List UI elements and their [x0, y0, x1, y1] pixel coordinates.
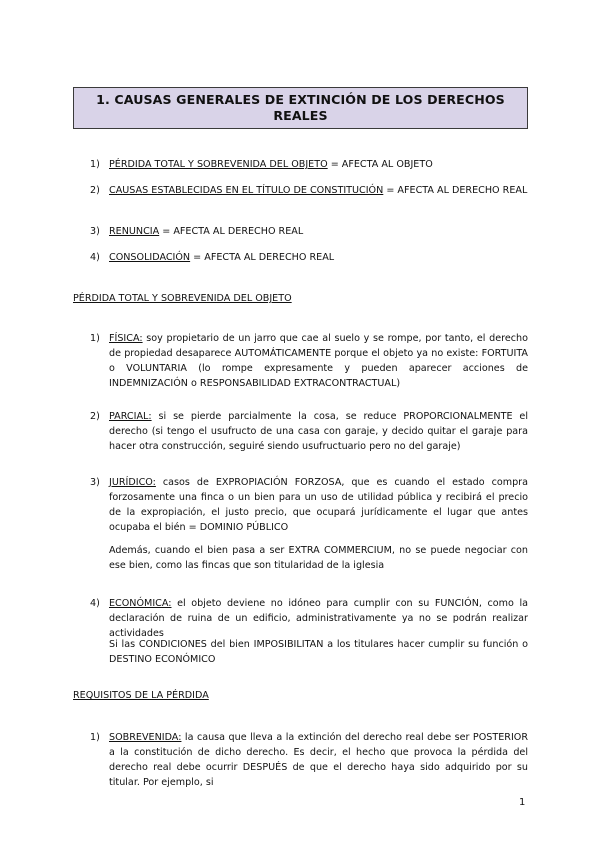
item-term: JURÍDICO: — [109, 477, 156, 488]
document-page: 1. CAUSAS GENERALES DE EXTINCIÓN DE LOS DERECHOS REALES 1) PÉRDIDA TOTAL Y SOBREVENIDA DEL OBJETO = AFECTA AL OBJETO 2) CAUSAS ESTABLECIDAS EN EL TÍTULO DE CONSTITUCIÓN = AFECTA AL DERECHO REAL 3) RENUNCIA = AFECTA AL DERECHO REAL 4) CONSOLIDACIÓN = AFECTA AL DERECHO REAL PÉRDIDA TOTAL Y SOBREVENIDA DEL OBJETO 1) FÍSICA: soy propietario de un jarro que cae al suelo y se rompe, por tanto, el derecho de propiedad desaparece AUTOMÁTICAMENTE porque el objeto ya no existe: FORTUITA o VOLUNTARIA (lo rompe expresamente y pueden aparecer acciones de INDEMNIZACIÓN o RESPONSABILIDAD EXTRACONTRACTUAL) 2) PARCIAL: si se pierde parcialmente la cosa, se reduce PROPORCIONALMENTE el derecho (si tengo el usufructo de una casa con garaje, y decido quitar el garaje para hacer otra construcción, seguiré siendo usufructuario pero no del garaje) 3) JURÍDICO: casos de EXPROPIACIÓN FORZOSA, que es cuando el estado compra forzosamente una finca o un bien para un uso de utilidad pública y recibirá el precio de la expropiación, el justo precio, que ocupará jurídicamente el lugar que antes ocupaba el bién = DOMINIO PÚBLICO Además, cuando el bien pasa a ser EXTRA COMMERCIUM, no se puede negociar con ese bien, como las fincas que son titularidad de la iglesia 4) ECONÓMICA: el objeto deviene no idóneo para cumplir con su FUNCIÓN, como la declaración de ruina de un edificio, administrativamente ya no se podrán realizar actividades Si las CONDICIONES del bien IMPOSIBILITAN a los titulares hacer cumplir su función o DESTINO ECONÓMICO REQUISITOS DE LA PÉRDIDA 1) SOBREVENIDA: la causa que lleva a la extinción del derecho real debe ser POSTERIOR a la constitución de dicho derecho. Es decir, el hecho que provoca la pérdida del derecho real debe ocurrir DESPUÉS de que el derecho haya sido adquirido por su titular. Por ejemplo, si 1 — [0, 0, 600, 848]
paragraph: Si las CONDICIONES del bien IMPOSIBILITAN a los titulares hacer cumplir su función o DESTINO ECONÓMICO — [109, 639, 528, 665]
intro-term: CONSOLIDACIÓN — [109, 252, 191, 263]
page-number: 1 — [519, 797, 526, 808]
item-term: PARCIAL: — [109, 411, 152, 422]
section-heading: REQUISITOS DE LA PÉRDIDA — [73, 690, 209, 701]
item-term: SOBREVENIDA: — [109, 732, 182, 743]
intro-term: PÉRDIDA TOTAL Y SOBREVENIDA DEL OBJETO — [109, 159, 328, 170]
intro-term: CAUSAS ESTABLECIDAS EN EL TÍTULO DE CONSTITUCIÓN — [109, 185, 384, 196]
item-term: FÍSICA: — [109, 333, 143, 344]
item-term: ECONÓMICA: — [109, 598, 172, 609]
section-title-box — [73, 87, 528, 129]
paragraph: Además, cuando el bien pasa a ser EXTRA COMMERCIUM, no se puede negociar con ese bien, como las fincas que son titularidad de la iglesia — [109, 545, 528, 571]
intro-term: RENUNCIA — [109, 226, 160, 237]
section-heading: PÉRDIDA TOTAL Y SOBREVENIDA DEL OBJETO — [73, 293, 292, 304]
section-title-line-1: 1. CAUSAS GENERALES DE EXTINCIÓN DE LOS DERECHOS — [96, 92, 505, 107]
section-title-line-2: REALES — [273, 108, 328, 123]
